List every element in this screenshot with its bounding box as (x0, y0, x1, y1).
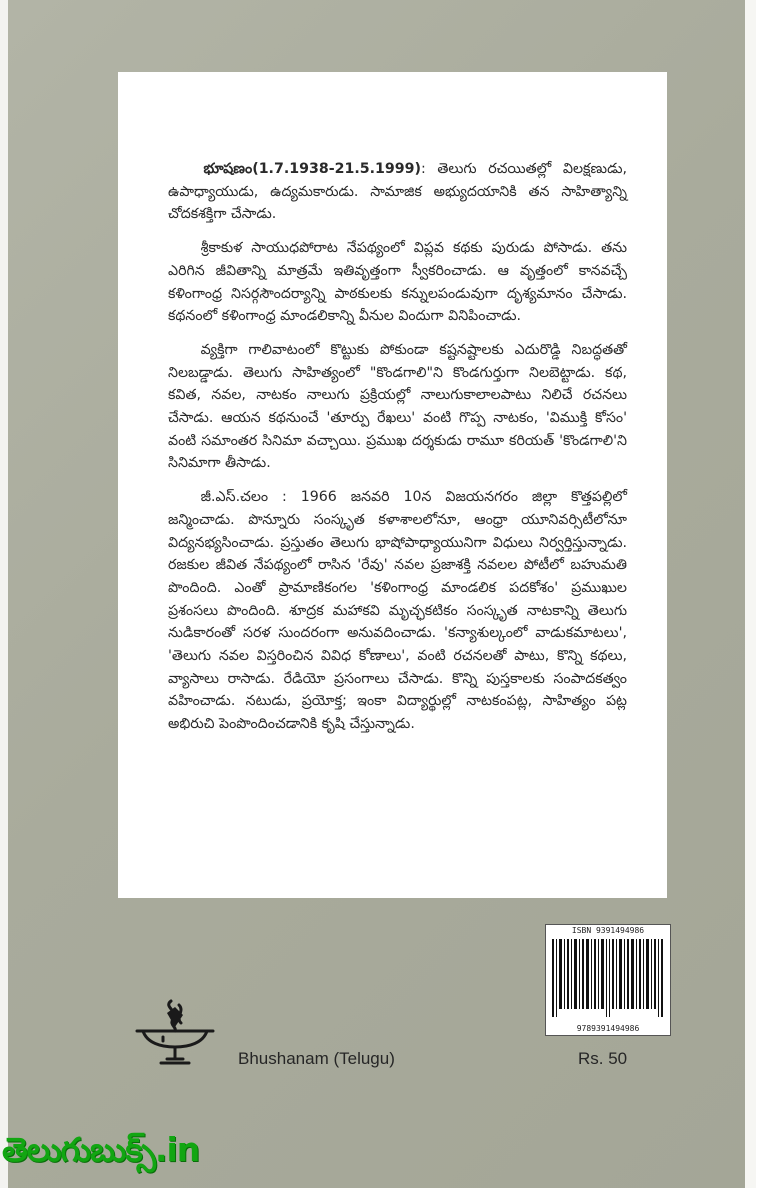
page-right-margin (745, 0, 756, 1188)
author-name-dates: భూషణం(1.7.1938-21.5.1999) (203, 161, 421, 177)
author-bio-paragraph (168, 158, 627, 226)
site-watermark: తెలుగుబుక్స్.in (2, 1130, 200, 1169)
commitment-paragraph: వ్యక్తిగా గాలివాటంలో కొట్టుకు పోకుండా కష్టనష్టాలకు ఎదురొడ్డి నిబద్ధతతో నిలబడ్డాడు. తెలుగు సాహిత్యంలో "కొండగాలి"ని కొండగుర్తుగా నిలబెట్టాడు. కథ, కవిత, నవల, నాటకం నాలుగు ప్రక్రియల్లో నాలుగుకాలాలపాటు నిలిచే రచనలు చేసాడు. ఆయన కథనుంచే 'తూర్పు రేఖలు' వంటి గొప్ప నాటకం, 'విముక్తి కోసం' వంటి సమాంతర సినిమా వచ్చాయి. ప్రముఖ దర్శకుడు రామూ కరియత్ 'కొండగాలి'ని సినిమాగా తీసాడు. (168, 341, 627, 472)
book-price: Rs. 50 (578, 1049, 628, 1068)
isbn-number: 9789391494986 (576, 1024, 640, 1033)
lamp-logo-icon (133, 997, 217, 1069)
srikakulam-paragraph: శ్రీకాకుళ సాయుధపోరాట నేపథ్యంలో విప్లవ కథకు పురుడు పోసాడు. తను ఎరిగిన జీవితాన్ని మాత్రమే ఇతివృత్తంగా స్వీకరించాడు. ఆ వృత్తంలో కానవచ్చే కళింగాంధ్ర నిసర్గసౌందర్యాన్ని పాఠకులకు కన్నులపండువుగా దృశ్యమానం చేసాడు. కథనంలో కళింగాంధ్ర మాండలికాన్ని వీనుల విందుగా వినిపించాడు. (168, 240, 627, 325)
isbn-label: ISBN 9391494986 (571, 926, 645, 935)
page-left-margin (0, 0, 8, 1188)
isbn-barcode-box (545, 924, 671, 1036)
blurb-panel (118, 72, 667, 898)
editor-bio-paragraph: జీ.ఎస్.చలం : 1966 జనవరి 10న విజయనగరం జిల్లా కొత్తపల్లిలో జన్మించాడు. పొన్నూరు సంస్కృత కళాశాలలోనూ, ఆంధ్రా యూనివర్సిటీలోనూ విద్యనభ్యసించాడు. ప్రస్తుతం తెలుగు భాషోపాధ్యాయునిగా విధులు నిర్వర్తిస్తున్నాడు. రజకుల జీవిత నేపథ్యంలో రాసిన 'రేవు' నవల ప్రజాశక్తి నవలల పోటీలో బహుమతి పొందింది. ఎంతో ప్రామాణికంగల 'కళింగాంధ్ర మాండలిక పదకోశం' ప్రముఖుల ప్రశంసలు పొందింది. శూద్రక మహాకవి మృచ్ఛకటికం సంస్కృత నాటకాన్ని తెలుగు నుడికారంతో సరళ సుందరంగా అనువదించాడు. 'కన్యాశుల్కంలో వాడుకమాటలు', 'తెలుగు నవల విస్తరించిన వివిధ కోణాలు', వంటి రచనలతో పాటు, కొన్ని కథలు, వ్యాసాలు రాసాడు. రేడియో ప్రసంగాలు చేసాడు. కొన్ని పుస్తకాలకు సంపాదకత్వం వహించాడు. నటుడు, ప్రయోక్త; ఇంకా విద్యార్థుల్లో నాటకంపట్ల, సాహిత్యం పట్ల అభిరుచి పెంపొందించడానికి కృషి చేస్తున్నాడు. (168, 489, 627, 733)
book-title: Bhushanam (Telugu) (238, 1049, 395, 1068)
author-bio-text: : తెలుగు రచయితల్లో విలక్షణుడు, ఉపాధ్యాయుడు, ఉద్యమకారుడు. సామాజిక అభ్యుదయానికి తన సాహిత్యాన్ని చోదకశక్తిగా చేసాడు. (168, 161, 627, 223)
barcode-icon (552, 939, 664, 1017)
